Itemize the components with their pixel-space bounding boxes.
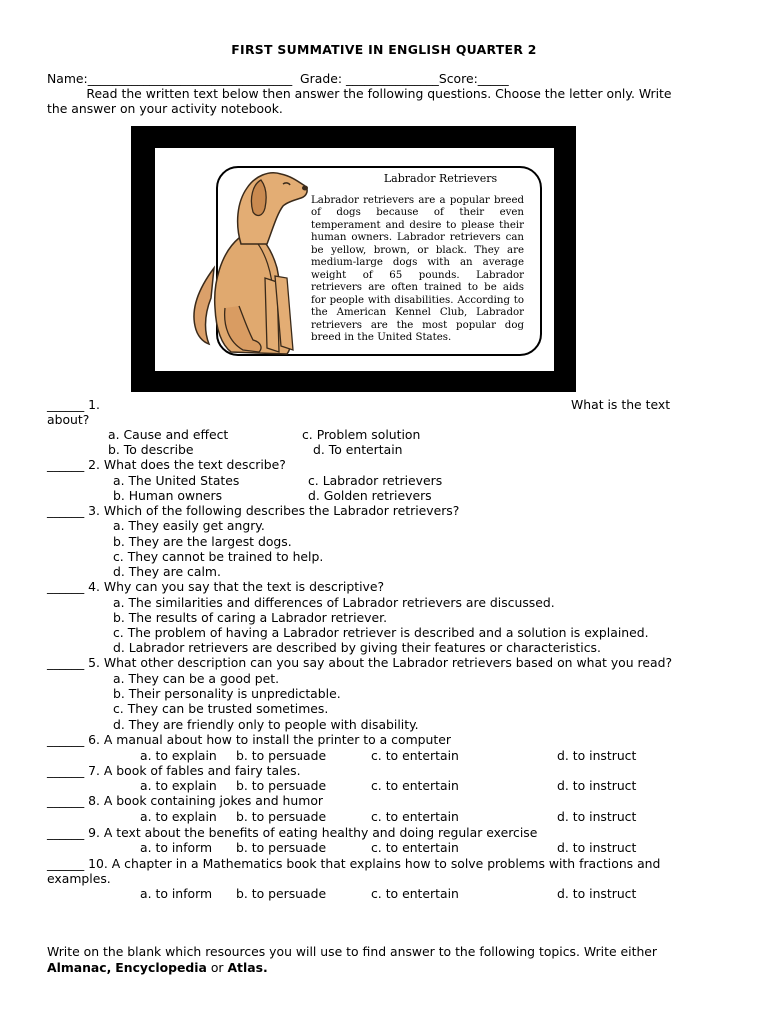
choice-encyclopedia: Encyclopedia [115, 960, 207, 975]
question-1-number: ______ 1. [47, 397, 100, 412]
question-9-stem: ______ 9. A text about the benefits of eating healthy and doing regular exercise [47, 825, 538, 840]
question-1-stem-wrap: about? [47, 412, 90, 427]
q7-option-a: a. to explain [140, 778, 217, 793]
q4-option-a: a. The similarities and differences of Labrador retrievers are discussed. [113, 595, 555, 610]
choice-atlas: Atlas. [227, 960, 268, 975]
labrador-dog-illustration [169, 158, 319, 363]
q7-option-d: d. to instruct [557, 778, 637, 793]
q9-option-d: d. to instruct [557, 840, 637, 855]
q5-option-c: c. They can be trusted sometimes. [113, 701, 329, 716]
choice-almanac: Almanac, [47, 960, 112, 975]
question-10-stem: ______ 10. A chapter in a Mathematics book that explains how to solve problems with fractions and [47, 856, 661, 871]
question-10-stem-wrap: examples. [47, 871, 111, 886]
q8-option-b: b. to persuade [236, 809, 327, 824]
question-4-stem: ______ 4. Why can you say that the text is descriptive? [47, 579, 385, 594]
q3-option-c: c. They cannot be trained to help. [113, 549, 324, 564]
q9-option-b: b. to persuade [236, 840, 327, 855]
q1-option-b: b. To describe [108, 442, 194, 457]
q10-option-b: b. to persuade [236, 886, 327, 901]
q4-option-b: b. The results of caring a Labrador retriever. [113, 610, 388, 625]
section-2-choices [47, 960, 268, 975]
q1-option-c: c. Problem solution [302, 427, 421, 442]
q6-option-b: b. to persuade [236, 748, 327, 763]
q2-option-d: d. Golden retrievers [308, 488, 432, 503]
q1-option-a: a. Cause and effect [108, 427, 229, 442]
section-2-instructions: Write on the blank which resources you will use to find answer to the following topics. Write either [47, 944, 658, 959]
q2-option-a: a. The United States [113, 473, 240, 488]
q3-option-a: a. They easily get angry. [113, 518, 265, 533]
q4-option-d: d. Labrador retrievers are described by giving their features or characteristics. [113, 640, 601, 655]
passage-text: Labrador retrievers are a popular breed of dogs because of their even temperament and desire to please their human owners. Labrador retrievers can be yellow, brown, or black. They are medium-large dogs with an average weight of 65 pounds. Labrador retrievers are often trained to be aids for people with disabilities. According to the American Kennel Club, Labrador retrievers are the most popular dog breed in the United States. [311, 195, 524, 343]
question-7-stem: ______ 7. A book of fables and fairy tales. [47, 763, 301, 778]
q8-option-c: c. to entertain [371, 809, 459, 824]
passage-title: Labrador Retrievers [383, 172, 498, 185]
question-1-stem: What is the text [571, 397, 671, 412]
passage-frame [131, 126, 576, 392]
q8-option-d: d. to instruct [557, 809, 637, 824]
q3-option-d: d. They are calm. [113, 564, 221, 579]
passage-inner [155, 148, 554, 371]
q2-option-b: b. Human owners [113, 488, 223, 503]
q4-option-c: c. The problem of having a Labrador retriever is described and a solution is explained. [113, 625, 649, 640]
instructions-line-1: Read the written text below then answer the following questions. Choose the letter only. Write [47, 86, 672, 101]
q9-option-a: a. to inform [140, 840, 213, 855]
q5-option-d: d. They are friendly only to people with disability. [113, 717, 419, 732]
instructions-line-2: the answer on your activity notebook. [47, 101, 283, 116]
question-6-stem: ______ 6. A manual about how to install the printer to a computer [47, 732, 451, 747]
question-8-stem: ______ 8. A book containing jokes and humor [47, 793, 323, 808]
q7-option-c: c. to entertain [371, 778, 459, 793]
q10-option-c: c. to entertain [371, 886, 459, 901]
q9-option-c: c. to entertain [371, 840, 459, 855]
q6-option-c: c. to entertain [371, 748, 459, 763]
choice-or: or [210, 960, 224, 975]
name-grade-score-line: Name:_________________________________ Grade: _______________Score:_____ [47, 71, 509, 86]
q7-option-b: b. to persuade [236, 778, 327, 793]
q8-option-a: a. to explain [140, 809, 217, 824]
question-5-stem: ______ 5. What other description can you say about the Labrador retrievers based on what you read? [47, 655, 673, 670]
q3-option-b: b. They are the largest dogs. [113, 534, 292, 549]
question-2-stem: ______ 2. What does the text describe? [47, 457, 286, 472]
q1-option-d: d. To entertain [313, 442, 403, 457]
q10-option-d: d. to instruct [557, 886, 637, 901]
q5-option-a: a. They can be a good pet. [113, 671, 280, 686]
question-3-stem: ______ 3. Which of the following describes the Labrador retrievers? [47, 503, 460, 518]
q5-option-b: b. Their personality is unpredictable. [113, 686, 341, 701]
q6-option-a: a. to explain [140, 748, 217, 763]
page-title: FIRST SUMMATIVE IN ENGLISH QUARTER 2 [231, 42, 537, 57]
q10-option-a: a. to inform [140, 886, 213, 901]
q2-option-c: c. Labrador retrievers [308, 473, 443, 488]
q6-option-d: d. to instruct [557, 748, 637, 763]
